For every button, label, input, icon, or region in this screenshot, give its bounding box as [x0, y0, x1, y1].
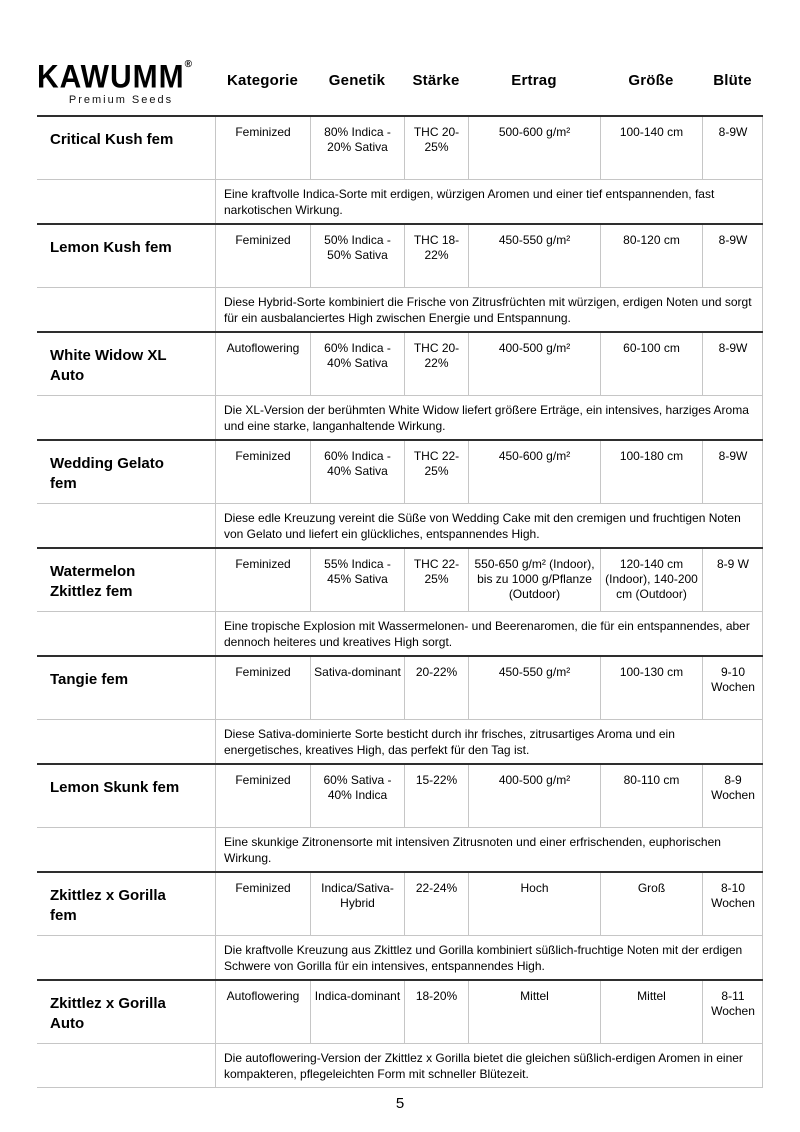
strain-description: Diese Hybrid-Sorte kombiniert die Frische von Zitrusfrüchten mit würzigen, erdigen Noten und sorgt für ein ausbalanciertes High zwischen Energie und Entspannung.: [215, 288, 763, 331]
column-header-ertrag: Ertrag: [511, 72, 557, 89]
strain-description: Diese edle Kreuzung vereint die Süße von Wedding Cake mit den cremigen und fruchtigen Noten von Gelato und liefert ein glückliches, entspannendes High.: [215, 504, 763, 547]
strain-groesse: 100-130 cm: [600, 657, 702, 719]
strain-description: Eine tropische Explosion mit Wassermelonen- und Beerenaromen, die für ein entspannendes, aber dennoch heiteres und kreatives High sorgt.: [215, 612, 763, 655]
strain-name: Lemon Kush fem: [50, 239, 172, 256]
strain-description: Die autoflowering-Version der Zkittlez x Gorilla bietet die gleichen süßlich-erdigen Aromen in einer kompakteren, pflegeleichten Form mit schneller Blütezeit.: [215, 1044, 763, 1087]
strain-data-row: [37, 981, 763, 1043]
strain-description: Die kraftvolle Kreuzung aus Zkittlez und Gorilla kombiniert süßlich-fruchtige Noten mit der erdigen Schwere von Gorilla für ein intensives, entspannendes High.: [215, 936, 763, 979]
empty-cell: [37, 612, 215, 655]
strain-ertrag: 400-500 g/m²: [468, 333, 600, 395]
strain-description-row: [37, 179, 763, 223]
strain-table: [37, 55, 763, 1088]
strain-description-row: [37, 503, 763, 547]
strain-staerke: THC 20-22%: [404, 333, 468, 395]
strain-name: Lemon Skunk fem: [50, 779, 180, 796]
strain-groesse: 80-110 cm: [600, 765, 702, 827]
strain-ertrag: 450-600 g/m²: [468, 441, 600, 503]
empty-cell: [37, 288, 215, 331]
strain-section: [37, 223, 763, 331]
strain-section: [37, 331, 763, 439]
strain-bluete: 8-10 Wochen: [702, 873, 763, 935]
strain-kategorie: Feminized: [215, 225, 310, 287]
strain-genetik: 60% Indica - 40% Sativa: [310, 441, 404, 503]
strain-description: Eine kraftvolle Indica-Sorte mit erdigen, würzigen Aromen und einer tief entspannenden, fast narkotischen Wirkung.: [215, 180, 763, 223]
empty-cell: [37, 720, 215, 763]
strain-genetik: 55% Indica - 45% Sativa: [310, 549, 404, 611]
strain-section: [37, 547, 763, 655]
column-header-staerke: Stärke: [412, 72, 460, 89]
strain-staerke: 15-22%: [404, 765, 468, 827]
column-header-kategorie: Kategorie: [227, 72, 298, 89]
strain-groesse: 100-140 cm: [600, 117, 702, 179]
strain-kategorie: Autoflowering: [215, 981, 310, 1043]
strain-description-row: [37, 1043, 763, 1087]
strain-genetik: Indica-dominant: [310, 981, 404, 1043]
strain-staerke: THC 18-22%: [404, 225, 468, 287]
strain-groesse: 120-140 cm (Indoor), 140-200 cm (Outdoor): [600, 549, 702, 611]
strain-bluete: 9-10 Wochen: [702, 657, 763, 719]
strain-section: [37, 979, 763, 1087]
strain-ertrag: 400-500 g/m²: [468, 765, 600, 827]
strain-kategorie: Autoflowering: [215, 333, 310, 395]
brand-logo: [37, 55, 215, 115]
page-footer: [0, 1095, 800, 1112]
strain-staerke: 22-24%: [404, 873, 468, 935]
strain-genetik: 60% Indica - 40% Sativa: [310, 333, 404, 395]
strain-section: [37, 763, 763, 871]
strain-data-row: [37, 657, 763, 719]
registered-trademark-icon: ®: [184, 59, 193, 70]
strain-bluete: 8-9W: [702, 333, 763, 395]
brand-logo-wordmark: [37, 61, 215, 95]
strain-groesse: 100-180 cm: [600, 441, 702, 503]
strain-section: [37, 439, 763, 547]
strain-staerke: THC 20-25%: [404, 117, 468, 179]
strain-ertrag: 450-550 g/m²: [468, 225, 600, 287]
column-header-genetik: Genetik: [328, 72, 386, 89]
strain-ertrag: Mittel: [468, 981, 600, 1043]
strain-kategorie: Feminized: [215, 441, 310, 503]
strain-description: Die XL-Version der berühmten White Widow liefert größere Erträge, ein intensives, harziges Aroma und eine starke, langanhaltende Wirkung.: [215, 396, 763, 439]
empty-cell: [37, 180, 215, 223]
strain-ertrag: Hoch: [468, 873, 600, 935]
strain-kategorie: Feminized: [215, 549, 310, 611]
empty-cell: [37, 1044, 215, 1087]
strain-kategorie: Feminized: [215, 657, 310, 719]
column-header-bluete: Blüte: [713, 72, 752, 89]
strain-bluete: 8-9W: [702, 441, 763, 503]
strain-description-row: [37, 395, 763, 439]
empty-cell: [37, 504, 215, 547]
strain-name: Tangie fem: [50, 671, 129, 688]
brand-logo-text: KAWUMM: [37, 59, 185, 96]
strain-ertrag: 450-550 g/m²: [468, 657, 600, 719]
strain-data-row: [37, 873, 763, 935]
brand-tagline: Premium Seeds: [68, 94, 174, 106]
strain-description-row: [37, 287, 763, 331]
strain-name: White Widow XL Auto: [50, 347, 167, 384]
strain-description-row: [37, 719, 763, 763]
strain-ertrag: 550-650 g/m² (Indoor), bis zu 1000 g/Pflanze (Outdoor): [468, 549, 600, 611]
strain-name: Wedding Gelato fem: [50, 455, 164, 492]
strain-name: Critical Kush fem: [50, 131, 174, 148]
strain-kategorie: Feminized: [215, 117, 310, 179]
strain-name: Zkittlez x Gorilla Auto: [50, 995, 166, 1032]
strain-description: Eine skunkige Zitronensorte mit intensiven Zitrusnoten und einer erfrischenden, euphorischen Wirkung.: [215, 828, 763, 871]
empty-cell: [37, 828, 215, 871]
strain-bluete: 8-9 W: [702, 549, 763, 611]
strain-genetik: Indica/Sativa-Hybrid: [310, 873, 404, 935]
strain-groesse: Groß: [600, 873, 702, 935]
strain-data-row: [37, 441, 763, 503]
strain-bluete: 8-9W: [702, 225, 763, 287]
strain-description: Diese Sativa-dominierte Sorte besticht durch ihr frisches, zitrusartiges Aroma und ein energetisches, kreatives High, das perfekt für den Tag ist.: [215, 720, 763, 763]
strain-genetik: 60% Sativa - 40% Indica: [310, 765, 404, 827]
strain-bluete: 8-9 Wochen: [702, 765, 763, 827]
strain-section: [37, 115, 763, 223]
empty-cell: [37, 396, 215, 439]
strain-description-row: [37, 935, 763, 979]
strain-staerke: THC 22-25%: [404, 441, 468, 503]
strain-data-row: [37, 549, 763, 611]
strain-data-row: [37, 117, 763, 179]
strain-bluete: 8-9W: [702, 117, 763, 179]
strain-genetik: Sativa-dominant: [310, 657, 404, 719]
strain-kategorie: Feminized: [215, 873, 310, 935]
strain-section: [37, 655, 763, 763]
strain-groesse: 60-100 cm: [600, 333, 702, 395]
strain-groesse: Mittel: [600, 981, 702, 1043]
strain-ertrag: 500-600 g/m²: [468, 117, 600, 179]
strain-name: Zkittlez x Gorilla fem: [50, 887, 166, 924]
column-header-groesse: Größe: [628, 72, 674, 89]
strain-data-row: [37, 225, 763, 287]
page-number: 5: [395, 1095, 405, 1112]
strain-section: [37, 871, 763, 979]
empty-cell: [37, 936, 215, 979]
strain-kategorie: Feminized: [215, 765, 310, 827]
strain-table-body: [37, 115, 763, 1088]
strain-data-row: [37, 765, 763, 827]
strain-genetik: 50% Indica - 50% Sativa: [310, 225, 404, 287]
strain-staerke: 18-20%: [404, 981, 468, 1043]
strain-bluete: 8-11 Wochen: [702, 981, 763, 1043]
table-header: [37, 55, 763, 115]
strain-description-row: [37, 611, 763, 655]
strain-staerke: 20-22%: [404, 657, 468, 719]
strain-name: Watermelon Zkittlez fem: [50, 563, 136, 600]
strain-staerke: THC 22-25%: [404, 549, 468, 611]
strain-data-row: [37, 333, 763, 395]
strain-description-row: [37, 827, 763, 871]
strain-genetik: 80% Indica - 20% Sativa: [310, 117, 404, 179]
strain-groesse: 80-120 cm: [600, 225, 702, 287]
